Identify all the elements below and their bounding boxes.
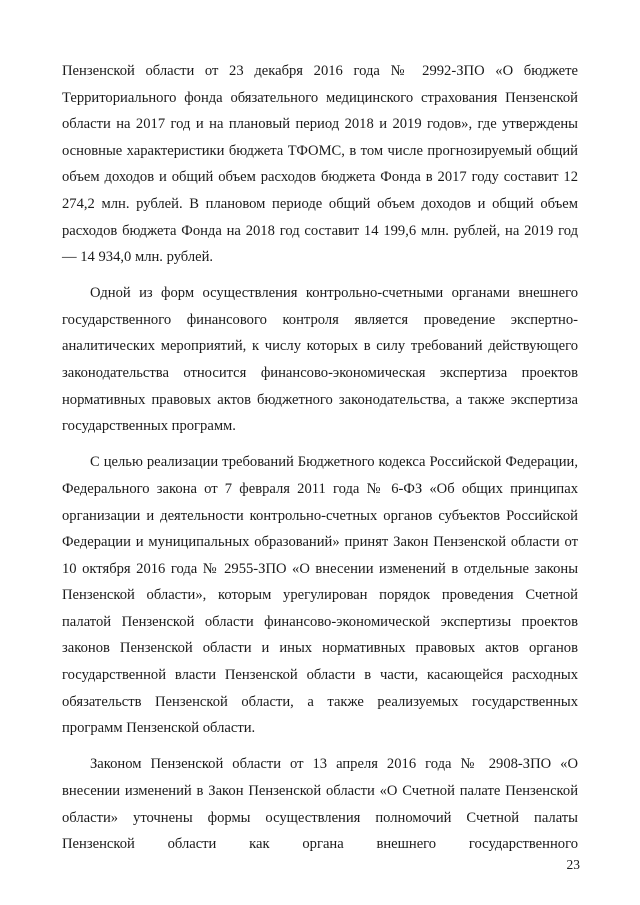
- paragraph-expert-analysis: Одной из форм осуществления контрольно-счетными органами внешнего государственного финансового контроля является проведение экспертно-аналитических мероприятий, к числу которых в силу требований действующего законодательства относится финансово-экономическая экспертиза проектов нормативных правовых актов бюджетного законодательства, а также экспертиза государственных программ.: [62, 285, 578, 435]
- page-number: 23: [566, 857, 580, 872]
- document-page: [62, 58, 578, 858]
- paragraph-law-2955: С целью реализации требований Бюджетного кодекса Российской Федерации, Федерального закона от 7 февраля 2011 года № 6-ФЗ «Об общих принципах организации и деятельности контрольно-счетных органов субъектов Российской Федерации и муниципальных образований» принят Закон Пензенской области от 10 октября 2016 года № 2955-ЗПО «О внесении изменений в отдельные законы Пензенской области», которым урегулирован порядок проведения Счетной палатой Пензенской области финансово-экономической экспертизы проектов законов Пензенской области и иных нормативных правовых актов органов государственной власти Пензенской области в части, касающейся расходных обязательств Пензенской области, а также реализуемых государственных программ Пензенской области.: [62, 454, 578, 737]
- paragraph-budget-tfoms: Пензенской области от 23 декабря 2016 года № 2992-ЗПО «О бюджете Территориального фонда обязательного медицинского страхования Пензенской области на 2017 год и на плановый период 2018 и 2019 годов», где утверждены основные характеристики бюджета ТФОМС, в том числе прогнозируемый общий объем доходов и общий объем расходов бюджета Фонда в 2017 году составит 12 274,2 млн. рублей. В плановом периоде общий объем доходов и общий объем расходов бюджета Фонда на 2018 год составит 14 199,6 млн. рублей, на 2019 год — 14 934,0 млн. рублей.: [62, 63, 578, 266]
- paragraph-law-2908: Законом Пензенской области от 13 апреля 2016 года № 2908-ЗПО «О внесении изменений в Закон Пензенской области «О Счетной палате Пензенской области» уточнены формы осуществления полномочий Счетной палаты Пензенской области как органа внешнего государственного: [62, 756, 578, 853]
